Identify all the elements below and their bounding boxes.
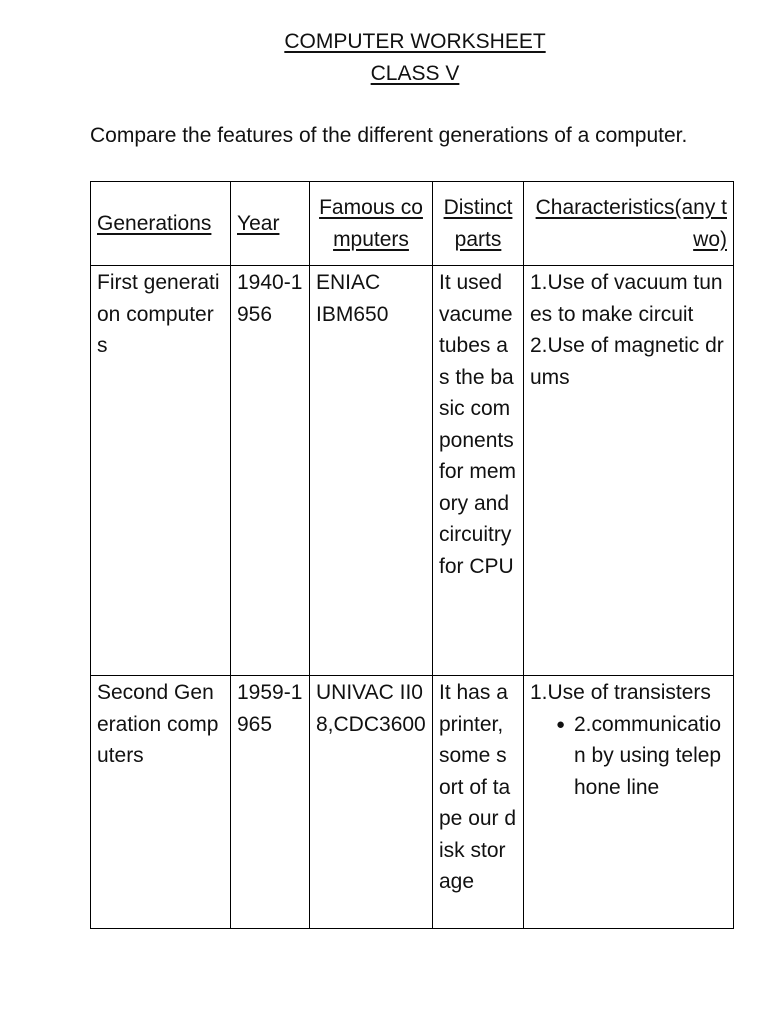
cell-famous-computers	[310, 676, 433, 929]
worksheet-title: COMPUTER WORKSHEET	[284, 30, 546, 53]
column-header-characteristics: Characteristics(any two)	[524, 182, 734, 266]
column-header-famous-computers: Famous computers	[310, 182, 433, 266]
cell-famous-computers	[310, 266, 433, 676]
table-row	[91, 266, 734, 676]
characteristics-bullet-list	[530, 709, 727, 804]
cell-generation: Second Generation computers	[91, 676, 231, 929]
characteristic: 2.Use of magnetic drums	[530, 334, 724, 389]
cell-year: 1959-1965	[231, 676, 310, 929]
column-header-generations: Generations	[91, 182, 231, 266]
cell-characteristics	[524, 266, 734, 676]
bullet-item: ● 2.communication by using telephone line	[556, 709, 727, 804]
cell-year: 1940-1956	[231, 266, 310, 676]
title-block	[0, 26, 768, 89]
famous-computer: ENIAC	[316, 271, 381, 294]
characteristic: 1.Use of transisters	[530, 681, 711, 704]
characteristic: 1.Use of vacuum tunes to make circuit	[530, 271, 723, 326]
column-header-year: Year	[231, 182, 310, 266]
intro-question: Compare the features of the different generations of a computer.	[90, 124, 688, 147]
generations-table	[90, 181, 734, 929]
table-row	[91, 676, 734, 929]
worksheet-class: CLASS V	[370, 61, 460, 85]
famous-computer: UNIVAC II08,CDC3600	[316, 681, 426, 736]
cell-generation: First generation computers	[91, 266, 231, 676]
column-header-distinct-parts: Distinct parts	[433, 182, 524, 266]
table-header-row	[91, 182, 734, 266]
cell-distinct-parts: It used vacume tubes as the basic components for memory and circuitry for CPU	[433, 266, 524, 676]
cell-distinct-parts: It has a printer, some sort of tape our disk storage	[433, 676, 524, 929]
famous-computer: IBM650	[316, 302, 389, 326]
cell-characteristics	[524, 676, 734, 929]
